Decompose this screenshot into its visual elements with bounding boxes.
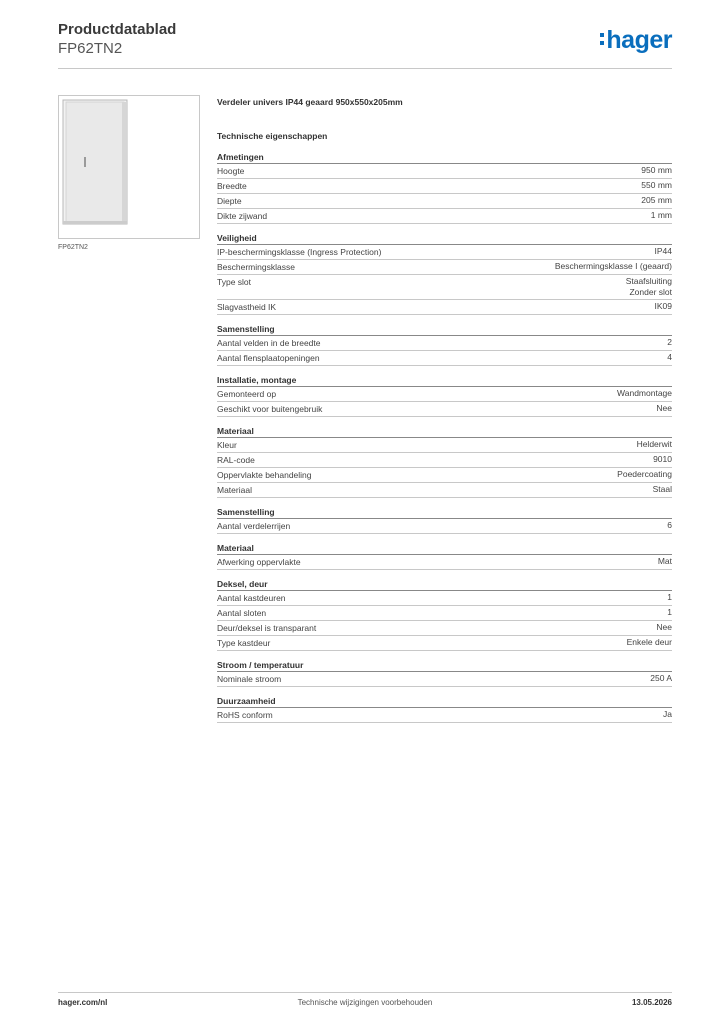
footer-divider xyxy=(58,992,672,993)
spec-section xyxy=(217,425,672,498)
spec-value xyxy=(641,165,672,176)
spec-row xyxy=(217,260,672,275)
spec-value xyxy=(617,469,672,480)
spec-label: Aantal kastdeuren xyxy=(217,593,286,603)
spec-sections xyxy=(217,151,672,723)
spec-value-line: Zonder slot xyxy=(629,287,672,297)
spec-value-line: 1 xyxy=(667,592,672,602)
product-name: Verdeler univers IP44 geaard 950x550x205mm xyxy=(217,97,403,107)
spec-value xyxy=(627,637,672,648)
spec-row xyxy=(217,606,672,621)
spec-value-line: Staal xyxy=(652,484,672,494)
spec-label: Oppervlakte behandeling xyxy=(217,470,312,480)
spec-row xyxy=(217,194,672,209)
spec-value xyxy=(667,607,672,618)
spec-section xyxy=(217,151,672,224)
spec-section xyxy=(217,232,672,315)
spec-label: Aantal flensplaatopeningen xyxy=(217,353,320,363)
spec-row xyxy=(217,468,672,483)
spec-label: RAL-code xyxy=(217,455,255,465)
spec-label: Geschikt voor buitengebruik xyxy=(217,404,323,414)
spec-value xyxy=(658,556,672,567)
spec-row xyxy=(217,336,672,351)
spec-label: Breedte xyxy=(217,181,247,191)
spec-row xyxy=(217,453,672,468)
spec-value xyxy=(656,403,672,414)
spec-value-line: Staafsluiting xyxy=(625,276,672,286)
page-header xyxy=(58,20,672,68)
spec-section xyxy=(217,695,672,723)
spec-value-line: Enkele deur xyxy=(626,637,672,647)
section-title: Deksel, deur xyxy=(217,578,672,591)
spec-value xyxy=(626,276,672,298)
cabinet-image xyxy=(62,99,128,225)
spec-value-line: IK09 xyxy=(654,301,672,311)
spec-value-line: Nee xyxy=(656,622,672,632)
spec-value xyxy=(663,709,672,720)
footer-date: 13.05.2026 xyxy=(631,998,672,1007)
spec-row xyxy=(217,209,672,224)
spec-value-line: 9010 xyxy=(653,454,672,464)
spec-value xyxy=(617,388,672,399)
spec-value xyxy=(555,261,672,272)
spec-row xyxy=(217,672,672,687)
section-title: Samenstelling xyxy=(217,506,672,519)
spec-label: Hoogte xyxy=(217,166,245,176)
spec-value xyxy=(651,210,672,221)
spec-label: Slagvastheid IK xyxy=(217,302,277,312)
spec-value-line: Helderwit xyxy=(636,439,672,449)
spec-row xyxy=(217,351,672,366)
spec-row xyxy=(217,387,672,402)
spec-value xyxy=(641,180,672,191)
section-title: Samenstelling xyxy=(217,323,672,336)
spec-value xyxy=(667,520,672,531)
spec-value-line: 1 mm xyxy=(650,210,672,220)
spec-value xyxy=(653,454,672,465)
spec-label: Type kastdeur xyxy=(217,638,271,648)
spec-value-line: Beschermingsklasse I (geaard) xyxy=(554,261,672,271)
spec-value-line: 1 xyxy=(667,607,672,617)
spec-value xyxy=(667,352,672,363)
spec-value-line: 205 mm xyxy=(641,195,672,205)
spec-label: Aantal verdelerrijen xyxy=(217,521,291,531)
spec-content xyxy=(217,95,672,723)
spec-row xyxy=(217,621,672,636)
spec-value-line: 4 xyxy=(667,352,672,362)
page-title: Productdatablad xyxy=(58,21,177,38)
spec-label: Aantal sloten xyxy=(217,608,267,618)
spec-value-line: Mat xyxy=(657,556,672,566)
spec-value-line: Wandmontage xyxy=(617,388,672,398)
section-title: Veiligheid xyxy=(217,232,672,245)
spec-row xyxy=(217,179,672,194)
spec-label: Afwerking oppervlakte xyxy=(217,557,301,567)
spec-label: Aantal velden in de breedte xyxy=(217,338,321,348)
spec-label: Kleur xyxy=(217,440,237,450)
spec-section xyxy=(217,374,672,417)
section-title: Afmetingen xyxy=(217,151,672,164)
spec-label: Dikte zijwand xyxy=(217,211,268,221)
spec-row xyxy=(217,519,672,534)
spec-value xyxy=(641,195,672,206)
spec-row xyxy=(217,300,672,315)
spec-section xyxy=(217,506,672,534)
spec-row xyxy=(217,438,672,453)
spec-row xyxy=(217,164,672,179)
spec-label: RoHS conform xyxy=(217,710,273,720)
spec-label: Diepte xyxy=(217,196,242,206)
section-title: Stroom / temperatuur xyxy=(217,659,672,672)
spec-section xyxy=(217,659,672,687)
spec-label: Type slot xyxy=(217,277,252,287)
section-title: Materiaal xyxy=(217,542,672,555)
spec-row xyxy=(217,483,672,498)
spec-label: Gemonteerd op xyxy=(217,389,277,399)
spec-value-line: 950 mm xyxy=(641,165,672,175)
section-title: Duurzaamheid xyxy=(217,695,672,708)
spec-value-line: Ja xyxy=(663,709,672,719)
spec-value-line: 550 mm xyxy=(641,180,672,190)
image-caption: FP62TN2 xyxy=(58,244,88,251)
spec-value-line: Nee xyxy=(656,403,672,413)
spec-row xyxy=(217,708,672,723)
product-code: FP62TN2 xyxy=(58,40,123,57)
spec-section xyxy=(217,323,672,366)
spec-section xyxy=(217,542,672,570)
spec-value xyxy=(655,246,673,257)
spec-value xyxy=(653,484,672,495)
spec-value xyxy=(656,622,672,633)
spec-row xyxy=(217,591,672,606)
technical-properties-heading: Technische eigenschappen xyxy=(217,131,328,141)
header-divider xyxy=(58,68,672,69)
spec-value xyxy=(655,301,673,312)
spec-section xyxy=(217,578,672,651)
spec-row xyxy=(217,245,672,260)
spec-value xyxy=(637,439,672,450)
spec-row xyxy=(217,636,672,651)
spec-value-line: 6 xyxy=(667,520,672,530)
spec-value-line: 250 A xyxy=(650,673,672,683)
spec-label: Deur/deksel is transparant xyxy=(217,623,317,633)
spec-value-line: IP44 xyxy=(654,246,672,256)
spec-label: IP-beschermingsklasse (Ingress Protection) xyxy=(217,247,382,257)
spec-label: Beschermingsklasse xyxy=(217,262,295,272)
spec-value-line: Poedercoating xyxy=(617,469,672,479)
section-title: Materiaal xyxy=(217,425,672,438)
spec-value xyxy=(650,673,672,684)
spec-row xyxy=(217,275,672,300)
section-title: Installatie, montage xyxy=(217,374,672,387)
hager-logo: hager xyxy=(606,26,672,54)
spec-value xyxy=(667,592,672,603)
spec-row xyxy=(217,555,672,570)
spec-value xyxy=(667,337,672,348)
page-footer xyxy=(58,998,672,1010)
footer-website: hager.com/nl xyxy=(58,998,108,1007)
spec-label: Nominale stroom xyxy=(217,674,282,684)
spec-value-line: 2 xyxy=(667,337,672,347)
spec-label: Materiaal xyxy=(217,485,252,495)
spec-row xyxy=(217,402,672,417)
footer-disclaimer: Technische wijzigingen voorbehouden xyxy=(297,998,433,1007)
